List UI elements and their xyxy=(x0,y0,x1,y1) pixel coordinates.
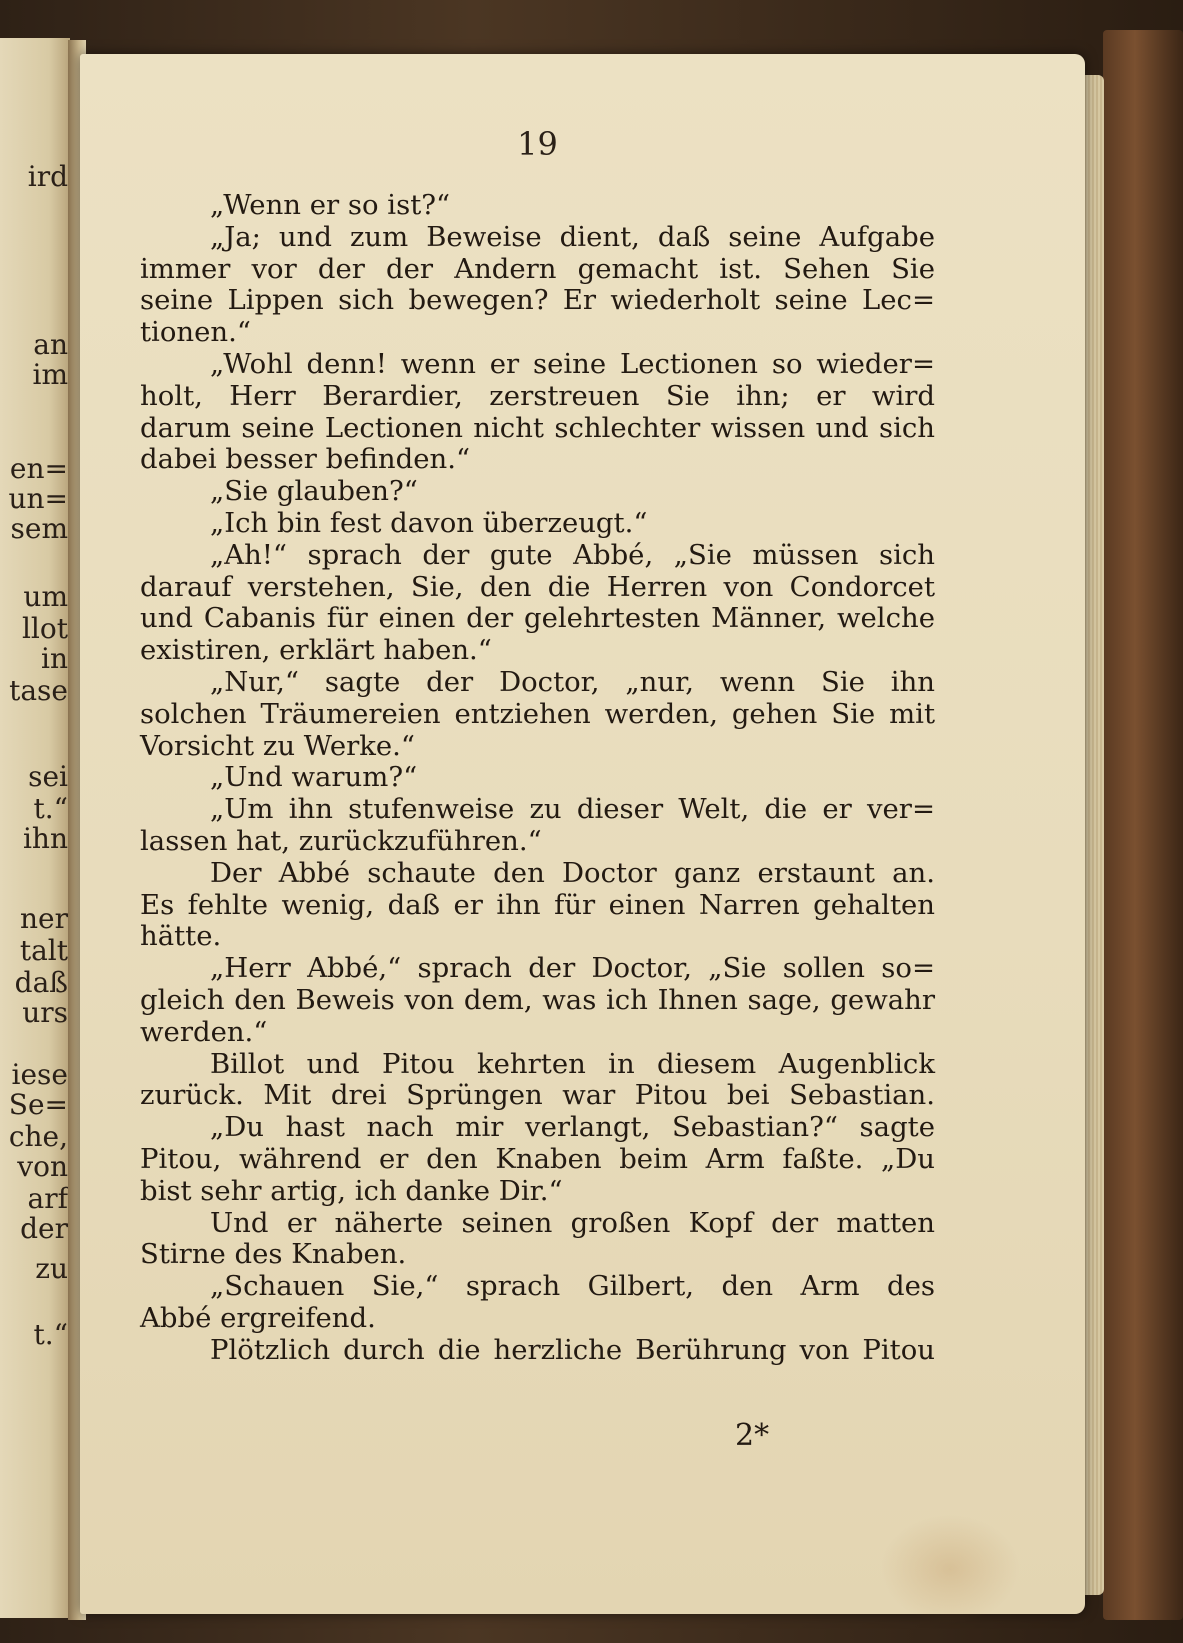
text-line: Und er näherte seinen großen Kopf der matten xyxy=(210,1206,935,1239)
text-line: lassen hat, zurückzuführen.“ xyxy=(140,824,542,857)
text-line: Abbé ergreifend. xyxy=(140,1301,376,1334)
left-page-fragment: um xyxy=(23,580,68,613)
left-page-fragment: urs xyxy=(22,996,68,1029)
text-line: „Ja; und zum Beweise dient, daß seine Aufgabe xyxy=(210,220,935,253)
text-line: „Und warum?“ xyxy=(210,761,418,794)
text-line: „Um ihn stufenweise zu dieser Welt, die er ver= xyxy=(210,793,935,826)
text-line: existiren, erklärt haben.“ xyxy=(140,634,492,667)
text-line: „Du hast nach mir verlangt, Sebastian?“ sagte xyxy=(210,1111,935,1144)
text-line: „Ah!“ sprach der gute Abbé, „Sie müssen sich xyxy=(210,538,935,571)
left-page-fragment: der xyxy=(20,1212,68,1245)
text-line: „Sie glauben?“ xyxy=(210,475,418,508)
printer-signature: 2* xyxy=(735,1418,770,1453)
left-page-fragment: ner xyxy=(20,902,68,935)
text-line: Pitou, während er den Knaben beim Arm faßte. „Du xyxy=(140,1142,935,1175)
left-page-fragment: t.“ xyxy=(33,1318,68,1351)
text-line: „Ich bin fest davon überzeugt.“ xyxy=(210,506,648,539)
left-page-fragment: von xyxy=(17,1150,68,1183)
text-line: darauf verstehen, Sie, den die Herren von Condorcet xyxy=(140,570,935,603)
text-line: gleich den Beweis von dem, was ich Ihnen sage, gewahr xyxy=(140,983,935,1016)
text-line: zurück. Mit drei Sprüngen war Pitou bei Sebastian. xyxy=(140,1079,935,1112)
text-line: bist sehr artig, ich danke Dir.“ xyxy=(140,1174,563,1207)
left-page-fragment: un= xyxy=(8,482,68,515)
left-page-fragment: che, xyxy=(8,1120,68,1153)
body-text xyxy=(140,190,935,1366)
text-line: „Herr Abbé,“ sprach der Doctor, „Sie sollen so= xyxy=(210,952,935,985)
left-page-fragment: iese xyxy=(11,1058,68,1091)
left-page-fragment: ird xyxy=(27,160,68,193)
text-line: Vorsicht zu Werke.“ xyxy=(140,729,415,762)
text-line: Plötzlich durch die herzliche Berührung von Pitou xyxy=(210,1333,935,1366)
text-line: seine Lippen sich bewegen? Er wiederholt seine Lec= xyxy=(140,284,935,317)
paper-stain xyxy=(880,1514,1020,1624)
left-page-fragment: tase xyxy=(9,674,68,707)
left-page-fragment: zu xyxy=(35,1252,68,1285)
left-page-fragment: daß xyxy=(14,966,68,999)
left-page-fragment: arf xyxy=(27,1182,68,1215)
text-line: Stirne des Knaben. xyxy=(140,1238,407,1271)
page-number: 19 xyxy=(517,125,558,163)
text-line: immer vor der der Andern gemacht ist. Sehen Sie xyxy=(140,252,935,285)
text-line: darum seine Lectionen nicht schlechter wissen und sich xyxy=(140,411,935,444)
page-stack-edge xyxy=(1082,75,1104,1595)
text-line: und Cabanis für einen der gelehrtesten Männer, welche xyxy=(140,602,935,635)
book-cover-edge xyxy=(1103,30,1183,1620)
text-line: Billot und Pitou kehrten in diesem Augenblick xyxy=(210,1047,935,1080)
left-page-fragment: an xyxy=(33,328,68,361)
left-page-fragment: talt xyxy=(19,934,68,967)
left-page-fragment: im xyxy=(32,358,68,391)
text-line: „Wohl denn! wenn er seine Lectionen so wieder= xyxy=(210,347,935,380)
left-page-fragment: t.“ xyxy=(33,792,68,825)
left-page-fragment: in xyxy=(41,642,68,675)
text-line: „Schauen Sie,“ sprach Gilbert, den Arm des xyxy=(210,1270,935,1303)
text-line: werden.“ xyxy=(140,1015,268,1048)
text-line: „Wenn er so ist?“ xyxy=(210,189,451,221)
text-line: Es fehlte wenig, daß er ihn für einen Narren gehalten xyxy=(140,888,935,921)
text-line: Der Abbé schaute den Doctor ganz erstaunt an. xyxy=(210,856,935,889)
text-line: tionen.“ xyxy=(140,316,251,349)
left-page-fragment: Se= xyxy=(8,1088,68,1121)
text-line: holt, Herr Berardier, zerstreuen Sie ihn; er wird xyxy=(140,379,935,412)
text-line: hätte. xyxy=(140,920,222,953)
left-page-fragment: sem xyxy=(10,512,68,545)
text-line: solchen Träumereien entziehen werden, gehen Sie mit xyxy=(140,697,935,730)
left-page-fragment: llot xyxy=(21,612,68,645)
left-page-fragment: ihn xyxy=(22,822,68,855)
text-line: dabei besser befinden.“ xyxy=(140,443,470,476)
left-page-fragment: en= xyxy=(9,452,68,485)
text-line: „Nur,“ sagte der Doctor, „nur, wenn Sie ihn xyxy=(210,665,935,698)
left-page-fragment: sei xyxy=(28,760,68,793)
